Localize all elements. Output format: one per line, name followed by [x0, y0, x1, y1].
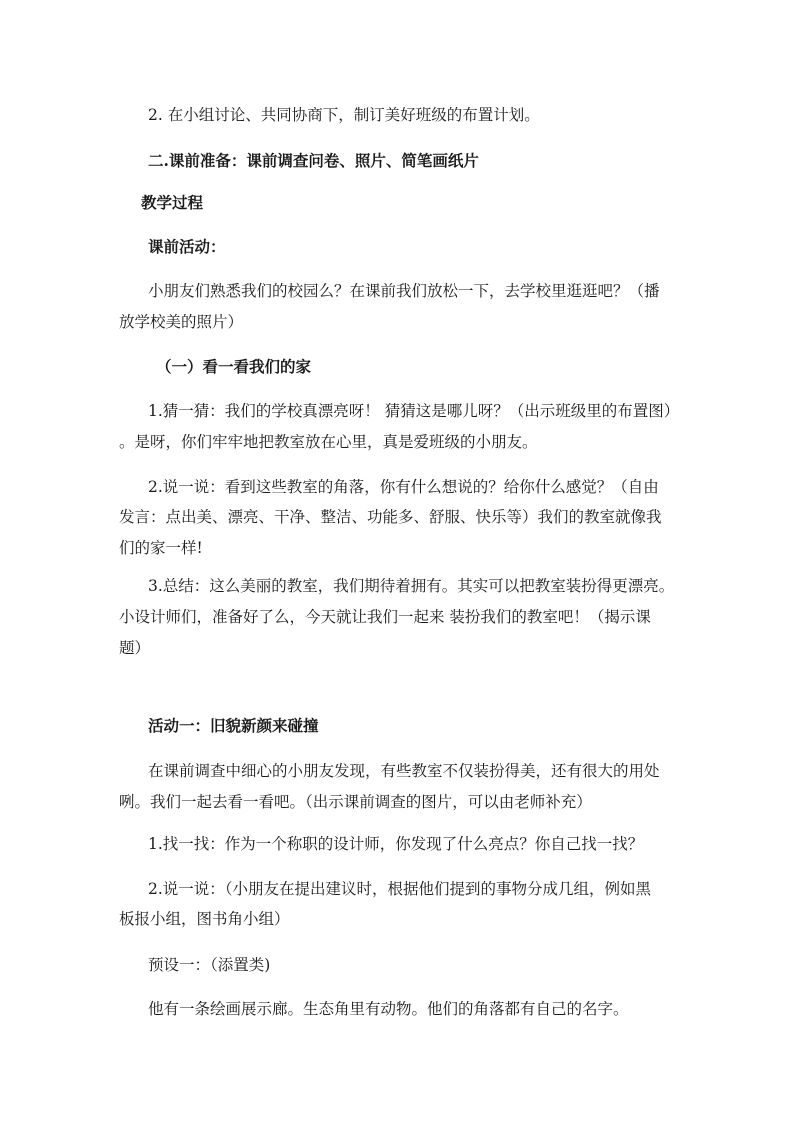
teaching-process-heading: 教学过程 [141, 193, 204, 212]
say2-line-1: 2.说一说：（小朋友在提出建议时，根据他们提到的事物分成几组，例如黑 [148, 880, 652, 898]
objective-2-line: 2. 在小组讨论、共同协商下，制订美好班级的布置计划。 [148, 106, 540, 124]
say-line-1: 2.说一说：看到这些教室的角落，你有什么想说的？给你什么感觉？（自由 [148, 478, 659, 496]
activity-1-heading: 活动一：旧貌新颜来碰撞 [148, 716, 319, 735]
preset-1-label: 预设一：（添置类) [148, 956, 271, 974]
guess-line-1: 1.猜一猜：我们的学校真漂亮呀！ 猜猜这是哪儿呀？（出示班级里的布置图） [148, 402, 680, 420]
summary-line-3: 题） [119, 639, 151, 657]
preset-1-text-line: 他有一条绘画展示廊。生态角里有动物。他们的角落都有自己的名字。 [148, 1000, 629, 1018]
say-line-3: 们的家一样! [119, 539, 203, 557]
find-line: 1.找一找：作为一个称职的设计师，你发现了什么亮点？你自己找一找？ [148, 835, 644, 853]
pre-class-activity-heading: 课前活动： [148, 237, 226, 256]
pre-class-text-line-1: 小朋友们熟悉我们的校园么？在课前我们放松一下，去学校里逛逛吧？（播 [148, 282, 660, 300]
summary-line-1: 3.总结：这么美丽的教室，我们期待着拥有。其实可以把教室装扮得更漂亮。 [148, 577, 675, 595]
section-1-heading: （一）看一看我们的家 [156, 357, 312, 376]
guess-line-2: 。是呀，你们牢牢地把教室放在心里，真是爱班级的小朋友。 [119, 433, 538, 451]
pre-class-text-line-2: 放学校美的照片） [119, 313, 244, 331]
activity-1-text-line-1: 在课前调查中细心的小朋友发现，有些教室不仅装扮得美，还有很大的用处 [148, 762, 660, 780]
preparation-heading: 二.课前准备：课前调查问卷、照片、简笔画纸片 [148, 151, 479, 170]
summary-line-2: 小设计师们，准备好了么，今天就让我们一起来 装扮我们的教室吧！（揭示课 [119, 608, 651, 626]
say2-line-2: 板报小组，图书角小组） [119, 910, 290, 928]
say-line-2: 发言：点出美、漂亮、干净、整洁、功能多、舒服、快乐等）我们的教室就像我 [119, 508, 662, 526]
activity-1-text-line-2: 咧。我们一起去看一看吧。（出示课前调查的图片，可以由老师补充） [119, 793, 592, 811]
